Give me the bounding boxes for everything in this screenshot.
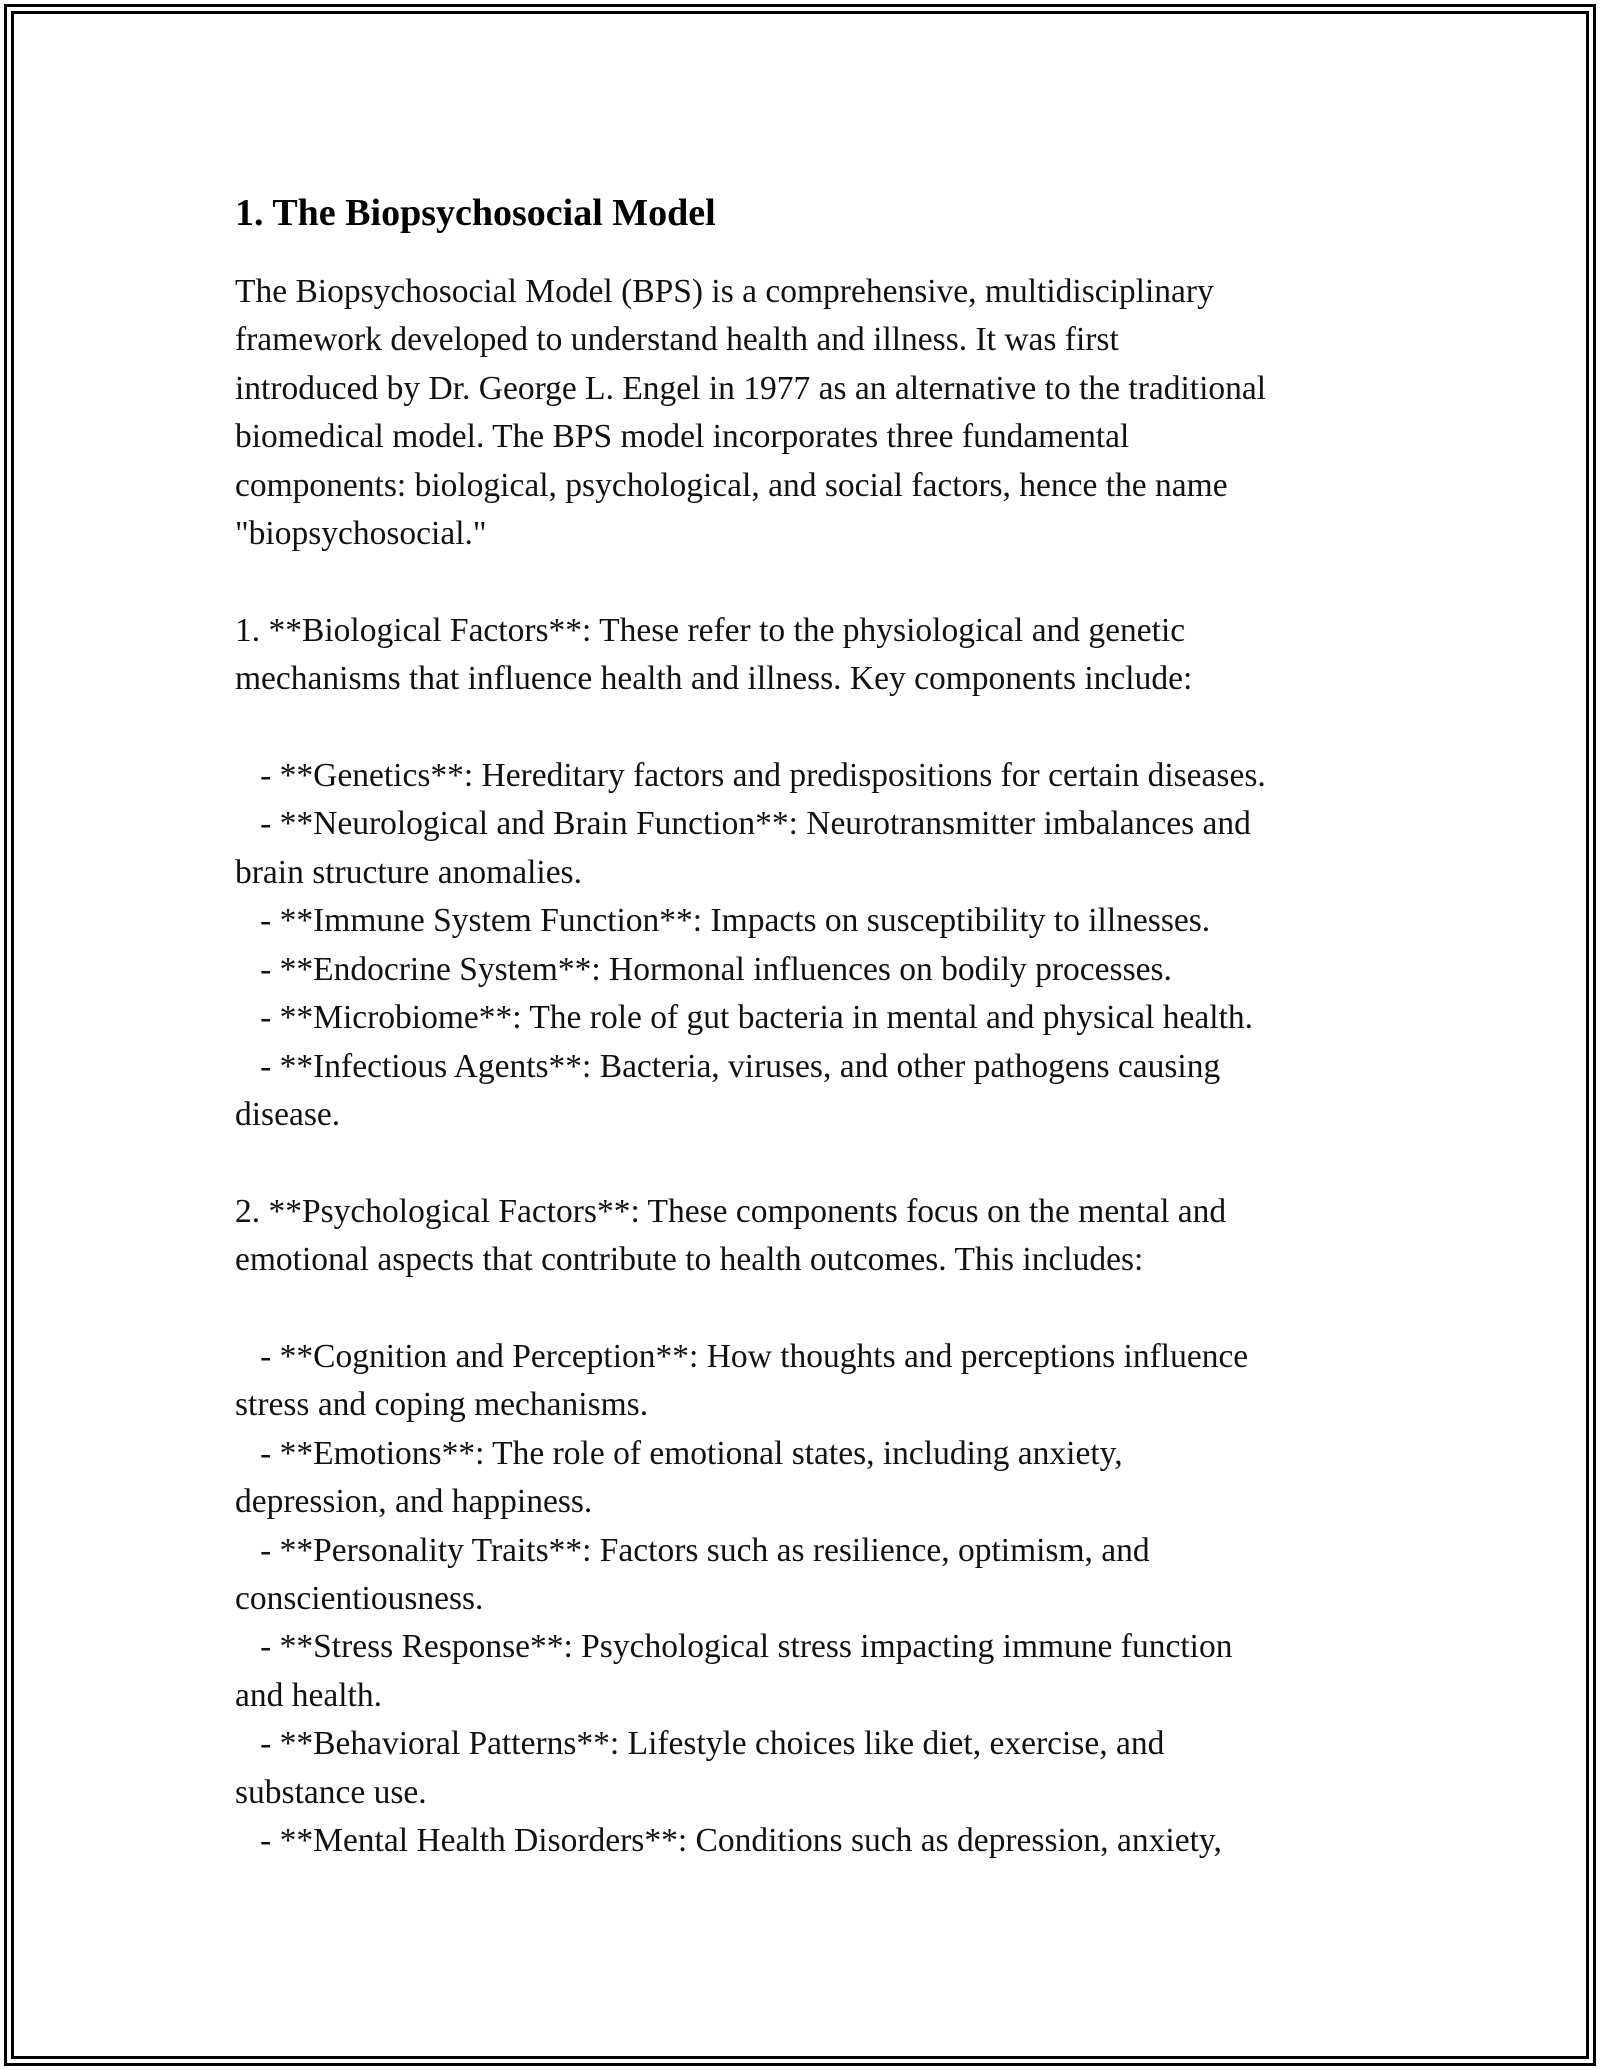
text-line: The Biopsychosocial Model (BPS) is a comprehensive, multidisciplinary (235, 273, 1214, 310)
text-line: - **Endocrine System**: Hormonal influences on bodily processes. (235, 950, 1172, 988)
text-line: components: biological, psychological, and social factors, hence the name (235, 466, 1228, 504)
text-line: 2. **Psychological Factors**: These components focus on the mental and (235, 1192, 1227, 1230)
blank-line (235, 704, 1385, 752)
text-line: "biopsychosocial." (235, 515, 487, 553)
text-line: - **Genetics**: Hereditary factors and predispositions for certain diseases. (235, 757, 1266, 795)
text-line: brain structure anomalies. (235, 853, 582, 891)
text-line: - **Emotions**: The role of emotional states, including anxiety, (235, 1434, 1123, 1472)
text-line: and health. (235, 1676, 382, 1714)
section-heading: 1. The Biopsychosocial Model (235, 192, 716, 234)
text-line: emotional aspects that contribute to health outcomes. This includes: (235, 1241, 1144, 1279)
document-body (235, 186, 1385, 1865)
text-line: - **Infectious Agents**: Bacteria, viruses, and other pathogens causing (235, 1047, 1221, 1085)
blank-line (235, 558, 1385, 606)
text-line: introduced by Dr. George L. Engel in 1977 as an alternative to the traditional (235, 369, 1267, 407)
body-text (235, 268, 1385, 1865)
text-line: stress and coping mechanisms. (235, 1386, 649, 1424)
blank-line (235, 1139, 1385, 1187)
text-line: - **Mental Health Disorders**: Conditions such as depression, anxiety, (235, 1822, 1222, 1859)
text-line: - **Microbiome**: The role of gut bacteria in mental and physical health. (235, 999, 1254, 1037)
text-line: - **Cognition and Perception**: How thoughts and perceptions influence (235, 1337, 1249, 1375)
text-line: - **Behavioral Patterns**: Lifestyle choices like diet, exercise, and (235, 1725, 1165, 1763)
text-line: mechanisms that influence health and illness. Key components include: (235, 660, 1193, 698)
text-line: depression, and happiness. (235, 1483, 593, 1521)
text-line: - **Personality Traits**: Factors such as resilience, optimism, and (235, 1531, 1150, 1569)
text-line: disease. (235, 1095, 341, 1133)
text-line: conscientiousness. (235, 1579, 484, 1617)
text-line: substance use. (235, 1773, 427, 1811)
text-line: - **Immune System Function**: Impacts on susceptibility to illnesses. (235, 902, 1211, 940)
text-line: - **Neurological and Brain Function**: Neurotransmitter imbalances and (235, 805, 1251, 843)
blank-line (235, 1285, 1385, 1333)
text-line: framework developed to understand health and illness. It was first (235, 321, 1119, 359)
text-line: 1. **Biological Factors**: These refer to the physiological and genetic (235, 611, 1186, 649)
text-line: - **Stress Response**: Psychological stress impacting immune function (235, 1628, 1233, 1666)
text-line: biomedical model. The BPS model incorporates three fundamental (235, 418, 1130, 456)
